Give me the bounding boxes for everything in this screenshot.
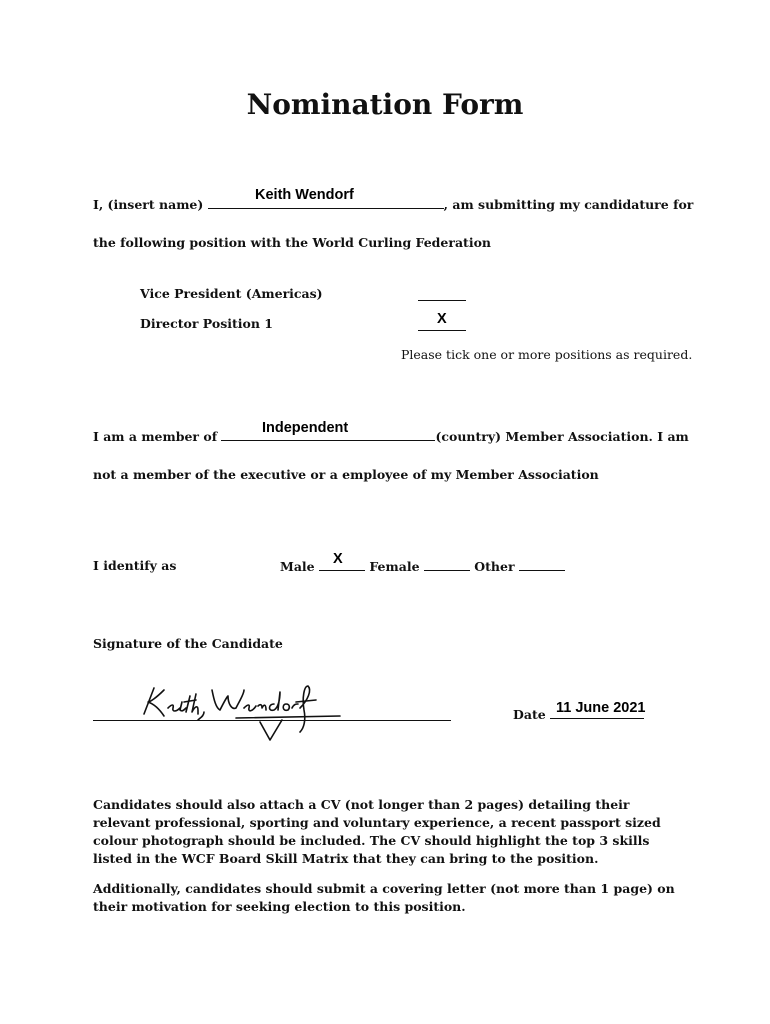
male-label: Male <box>280 559 315 574</box>
signature-image <box>140 680 350 744</box>
position-label-director: Director Position 1 <box>140 316 273 331</box>
position-blank-vice-president[interactable] <box>418 286 466 305</box>
identify-label: I identify as <box>93 558 177 573</box>
member-field[interactable]: Independent <box>262 420 349 436</box>
member-statement <box>93 428 689 444</box>
date-field[interactable]: 11 June 2021 <box>556 700 646 716</box>
other-label: Other <box>474 559 515 574</box>
name-suffix: , am submitting my candidature for <box>443 197 694 212</box>
member-prefix: I am a member of <box>93 429 218 444</box>
page-title: Nomination Form <box>246 88 524 121</box>
name-field[interactable]: Keith Wendorf <box>255 187 354 203</box>
cover-letter-instructions: Additionally, candidates should submit a covering letter (not more than 1 page) on their motivation for seeking election to this position. <box>93 881 675 914</box>
male-mark: X <box>333 551 343 567</box>
other-blank[interactable] <box>519 558 565 571</box>
female-label: Female <box>369 559 420 574</box>
member-statement-line2: not a member of the executive or a employee of my Member Association <box>93 467 599 482</box>
position-mark-director: X <box>437 311 447 327</box>
signature-label: Signature of the Candidate <box>93 636 283 651</box>
name-prefix: I, (insert name) <box>93 197 204 212</box>
name-statement <box>93 196 693 212</box>
tick-note: Please tick one or more positions as required. <box>401 347 693 362</box>
position-intro: the following position with the World Curling Federation <box>93 235 492 250</box>
female-blank[interactable] <box>424 558 470 571</box>
position-label-vice-president: Vice President (Americas) <box>140 286 323 301</box>
cv-instructions: Candidates should also attach a CV (not longer than 2 pages) detailing their relevant professional, sporting and voluntary experience, a recent passport sized colour photograph should be included. The CV should highlight the top 3 skills listed in the WCF Board Skill Matrix that they can bring to the position. <box>93 797 661 866</box>
date-label: Date <box>513 707 546 722</box>
gender-options <box>280 558 565 574</box>
member-suffix: (country) Member Association. I am <box>435 429 689 444</box>
